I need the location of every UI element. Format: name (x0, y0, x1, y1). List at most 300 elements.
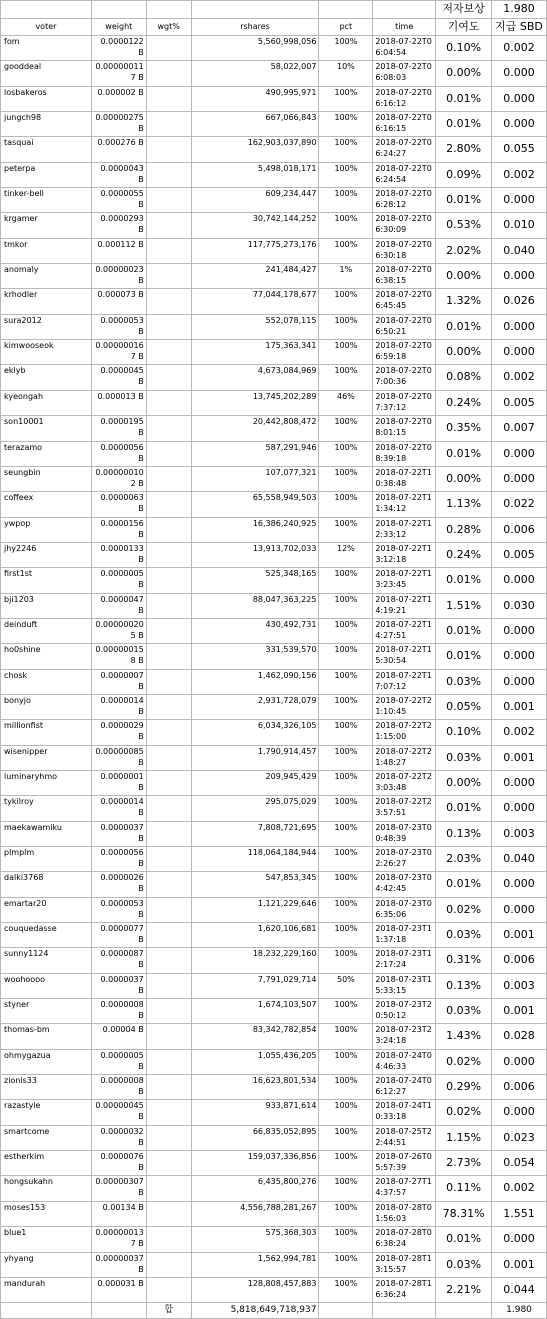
cell-weight: 0.0000026 B (91, 872, 146, 897)
cell-pct: 100% (319, 796, 373, 821)
cell-payout-sbd: 0.002 (492, 365, 547, 390)
cell-payout-sbd: 0.000 (492, 314, 547, 339)
cell-pct: 100% (319, 948, 373, 973)
cell-payout-sbd: 0.022 (492, 492, 547, 517)
cell-payout-sbd: 0.001 (492, 999, 547, 1024)
cell-wgt-pct (146, 618, 191, 643)
cell-pct: 100% (319, 162, 373, 187)
cell-rshares: 175,363,341 (191, 340, 319, 365)
cell-contribution: 0.03% (436, 669, 492, 694)
table-row (1, 1100, 547, 1125)
total-row (1, 1303, 547, 1319)
table-row (1, 669, 547, 694)
cell-contribution: 0.53% (436, 213, 492, 238)
cell-voter: tmkor (1, 238, 92, 263)
cell-time: 2018-07-23T12:17:24 (373, 948, 436, 973)
total-rshares: 5,818,649,718,937 (191, 1303, 319, 1319)
cell-pct: 100% (319, 1075, 373, 1100)
cell-weight: 0.0000076 B (91, 1151, 146, 1176)
cell-wgt-pct (146, 669, 191, 694)
table-row (1, 213, 547, 238)
cell-payout-sbd: 0.002 (492, 1176, 547, 1201)
cell-pct: 100% (319, 923, 373, 948)
cell-rshares: 162,903,037,890 (191, 137, 319, 162)
cell-weight: 0.0000037 B (91, 821, 146, 846)
cell-rshares: 16,623,801,534 (191, 1075, 319, 1100)
cell-contribution: 0.03% (436, 999, 492, 1024)
col-header-wgt-pct: wgt% (146, 19, 191, 36)
cell-weight: 0.00000010 2 B (91, 466, 146, 491)
cell-wgt-pct (146, 314, 191, 339)
table-row (1, 340, 547, 365)
cell-weight: 0.00000013 7 B (91, 1227, 146, 1252)
cell-wgt-pct (146, 999, 191, 1024)
cell-time: 2018-07-28T06:38:24 (373, 1227, 436, 1252)
empty-cell (91, 1, 146, 19)
cell-time: 2018-07-22T21:15:00 (373, 720, 436, 745)
table-row (1, 694, 547, 719)
cell-weight: 0.00000016 7 B (91, 340, 146, 365)
cell-pct: 100% (319, 112, 373, 137)
cell-wgt-pct (146, 923, 191, 948)
cell-weight: 0.0000008 B (91, 1075, 146, 1100)
cell-weight: 0.0000047 B (91, 593, 146, 618)
cell-weight: 0.0000032 B (91, 1125, 146, 1150)
cell-wgt-pct (146, 61, 191, 86)
cell-voter: millionfist (1, 720, 92, 745)
cell-voter: luminaryhmo (1, 770, 92, 795)
cell-weight: 0.0000005 B (91, 568, 146, 593)
cell-payout-sbd: 0.000 (492, 1049, 547, 1074)
cell-rshares: 4,673,084,969 (191, 365, 319, 390)
cell-weight: 0.0000122 B (91, 36, 146, 61)
cell-contribution: 0.00% (436, 770, 492, 795)
cell-pct: 100% (319, 1227, 373, 1252)
cell-payout-sbd: 0.054 (492, 1151, 547, 1176)
table-row (1, 821, 547, 846)
cell-time: 2018-07-28T13:15:57 (373, 1252, 436, 1277)
cell-payout-sbd: 0.001 (492, 923, 547, 948)
cell-contribution: 0.01% (436, 872, 492, 897)
cell-wgt-pct (146, 1075, 191, 1100)
cell-rshares: 1,790,914,457 (191, 745, 319, 770)
cell-wgt-pct (146, 1227, 191, 1252)
cell-wgt-pct (146, 289, 191, 314)
cell-time: 2018-07-22T11:34:12 (373, 492, 436, 517)
cell-contribution: 0.02% (436, 1100, 492, 1125)
cell-pct: 100% (319, 872, 373, 897)
cell-payout-sbd: 0.000 (492, 618, 547, 643)
cell-weight: 0.00000275 B (91, 112, 146, 137)
table-row (1, 1024, 547, 1049)
cell-voter: first1st (1, 568, 92, 593)
cell-contribution: 0.13% (436, 821, 492, 846)
cell-wgt-pct (146, 1201, 191, 1226)
cell-pct: 100% (319, 213, 373, 238)
cell-wgt-pct (146, 213, 191, 238)
cell-payout-sbd: 0.030 (492, 593, 547, 618)
cell-time: 2018-07-24T06:12:27 (373, 1075, 436, 1100)
cell-contribution: 0.01% (436, 441, 492, 466)
cell-weight: 0.0000001 B (91, 770, 146, 795)
cell-time: 2018-07-24T04:46:33 (373, 1049, 436, 1074)
cell-wgt-pct (146, 264, 191, 289)
cell-rshares: 933,871,614 (191, 1100, 319, 1125)
cell-voter: mandurah (1, 1277, 92, 1302)
cell-weight: 0.00004 B (91, 1024, 146, 1049)
cell-time: 2018-07-22T06:50:21 (373, 314, 436, 339)
cell-rshares: 209,945,429 (191, 770, 319, 795)
cell-wgt-pct (146, 847, 191, 872)
cell-time: 2018-07-27T14:37:57 (373, 1176, 436, 1201)
cell-payout-sbd: 0.000 (492, 112, 547, 137)
table-row (1, 897, 547, 922)
cell-rshares: 117,775,273,176 (191, 238, 319, 263)
cell-wgt-pct (146, 568, 191, 593)
cell-pct: 100% (319, 1201, 373, 1226)
cell-wgt-pct (146, 1176, 191, 1201)
empty-cell (191, 1, 319, 19)
cell-payout-sbd: 0.000 (492, 188, 547, 213)
cell-voter: krgamer (1, 213, 92, 238)
cell-weight: 0.00000307 B (91, 1176, 146, 1201)
cell-payout-sbd: 0.000 (492, 568, 547, 593)
table-row (1, 36, 547, 61)
cell-contribution: 0.00% (436, 466, 492, 491)
cell-contribution: 0.29% (436, 1075, 492, 1100)
table-row (1, 973, 547, 998)
cell-rshares: 1,674,103,507 (191, 999, 319, 1024)
table-row (1, 264, 547, 289)
cell-pct: 100% (319, 314, 373, 339)
col-header-payout-sbd: 지급 SBD (492, 19, 547, 36)
cell-payout-sbd: 0.000 (492, 897, 547, 922)
cell-payout-sbd: 0.000 (492, 669, 547, 694)
cell-weight: 0.00000015 8 B (91, 644, 146, 669)
cell-contribution: 0.24% (436, 542, 492, 567)
cell-pct: 100% (319, 137, 373, 162)
cell-voter: sura2012 (1, 314, 92, 339)
cell-time: 2018-07-22T21:48:27 (373, 745, 436, 770)
cell-voter: moses153 (1, 1201, 92, 1226)
cell-contribution: 0.00% (436, 61, 492, 86)
cell-rshares: 58,022,007 (191, 61, 319, 86)
table-row (1, 618, 547, 643)
cell-contribution: 0.02% (436, 1049, 492, 1074)
cell-pct: 1% (319, 264, 373, 289)
cell-pct: 100% (319, 517, 373, 542)
table-row (1, 999, 547, 1024)
cell-time: 2018-07-22T06:24:54 (373, 162, 436, 187)
cell-voter: kimwooseok (1, 340, 92, 365)
cell-voter: yhyang (1, 1252, 92, 1277)
cell-contribution: 0.01% (436, 618, 492, 643)
cell-pct: 100% (319, 618, 373, 643)
cell-payout-sbd: 0.000 (492, 770, 547, 795)
cell-pct: 100% (319, 1151, 373, 1176)
cell-contribution: 0.09% (436, 162, 492, 187)
cell-rshares: 490,995,971 (191, 86, 319, 111)
cell-voter: woohoooo (1, 973, 92, 998)
cell-time: 2018-07-23T02:26:27 (373, 847, 436, 872)
cell-wgt-pct (146, 137, 191, 162)
cell-rshares: 575,368,303 (191, 1227, 319, 1252)
cell-contribution: 0.08% (436, 365, 492, 390)
col-header-time: time (373, 19, 436, 36)
col-header-weight: weight (91, 19, 146, 36)
cell-pct: 100% (319, 365, 373, 390)
cell-weight: 0.000002 B (91, 86, 146, 111)
cell-payout-sbd: 0.007 (492, 416, 547, 441)
cell-rshares: 552,078,115 (191, 314, 319, 339)
cell-wgt-pct (146, 770, 191, 795)
cell-payout-sbd: 0.000 (492, 796, 547, 821)
cell-wgt-pct (146, 694, 191, 719)
cell-time: 2018-07-23T23:24:18 (373, 1024, 436, 1049)
cell-contribution: 0.13% (436, 973, 492, 998)
cell-rshares: 2,931,728,079 (191, 694, 319, 719)
cell-contribution: 0.01% (436, 568, 492, 593)
cell-rshares: 5,498,018,171 (191, 162, 319, 187)
cell-contribution: 0.01% (436, 1227, 492, 1252)
cell-time: 2018-07-22T21:10:45 (373, 694, 436, 719)
empty-cell (373, 1303, 436, 1319)
cell-contribution: 78.31% (436, 1201, 492, 1226)
cell-weight: 0.0000055 B (91, 188, 146, 213)
total-label: 합 (146, 1303, 191, 1319)
cell-payout-sbd: 0.044 (492, 1277, 547, 1302)
cell-pct: 100% (319, 441, 373, 466)
cell-payout-sbd: 0.001 (492, 694, 547, 719)
cell-payout-sbd: 0.001 (492, 745, 547, 770)
cell-rshares: 4,556,788,281,267 (191, 1201, 319, 1226)
cell-rshares: 13,745,202,289 (191, 390, 319, 415)
cell-voter: jhy2246 (1, 542, 92, 567)
cell-weight: 0.0000087 B (91, 948, 146, 973)
cell-pct: 100% (319, 36, 373, 61)
cell-pct: 10% (319, 61, 373, 86)
cell-contribution: 1.43% (436, 1024, 492, 1049)
cell-contribution: 0.02% (436, 897, 492, 922)
cell-time: 2018-07-23T00:48:39 (373, 821, 436, 846)
cell-pct: 100% (319, 492, 373, 517)
cell-wgt-pct (146, 390, 191, 415)
cell-rshares: 88,047,363,225 (191, 593, 319, 618)
table-row (1, 162, 547, 187)
table-row (1, 1176, 547, 1201)
cell-time: 2018-07-22T06:59:18 (373, 340, 436, 365)
table-row (1, 720, 547, 745)
cell-payout-sbd: 0.000 (492, 1227, 547, 1252)
cell-wgt-pct (146, 517, 191, 542)
empty-cell (1, 1, 92, 19)
cell-time: 2018-07-22T13:12:18 (373, 542, 436, 567)
table-row (1, 542, 547, 567)
summary-row (1, 1, 547, 19)
cell-weight: 0.0000029 B (91, 720, 146, 745)
cell-payout-sbd: 0.040 (492, 847, 547, 872)
cell-voter: tinker-bell (1, 188, 92, 213)
cell-time: 2018-07-23T20:50:12 (373, 999, 436, 1024)
col-header-pct: pct (319, 19, 373, 36)
cell-time: 2018-07-22T06:16:12 (373, 86, 436, 111)
table-row (1, 517, 547, 542)
cell-rshares: 1,462,090,156 (191, 669, 319, 694)
cell-pct: 100% (319, 694, 373, 719)
table-row (1, 441, 547, 466)
cell-voter: couquedasse (1, 923, 92, 948)
cell-time: 2018-07-22T06:24:27 (373, 137, 436, 162)
cell-voter: sunny1124 (1, 948, 92, 973)
cell-voter: fom (1, 36, 92, 61)
cell-contribution: 0.03% (436, 745, 492, 770)
cell-time: 2018-07-24T10:33:18 (373, 1100, 436, 1125)
cell-payout-sbd: 0.055 (492, 137, 547, 162)
table-row (1, 1277, 547, 1302)
cell-pct: 100% (319, 568, 373, 593)
cell-voter: zionis33 (1, 1075, 92, 1100)
cell-weight: 0.00000037 B (91, 1252, 146, 1277)
cell-wgt-pct (146, 238, 191, 263)
cell-voter: tasquai (1, 137, 92, 162)
cell-voter: plmplm (1, 847, 92, 872)
cell-payout-sbd: 0.000 (492, 644, 547, 669)
cell-voter: ywpop (1, 517, 92, 542)
cell-pct: 100% (319, 999, 373, 1024)
table-row (1, 847, 547, 872)
empty-cell (319, 1, 373, 19)
cell-pct: 46% (319, 390, 373, 415)
cell-contribution: 0.24% (436, 390, 492, 415)
table-row (1, 770, 547, 795)
cell-wgt-pct (146, 897, 191, 922)
cell-voter: terazamo (1, 441, 92, 466)
cell-voter: emartar20 (1, 897, 92, 922)
cell-voter: blue1 (1, 1227, 92, 1252)
cell-voter: dalki3768 (1, 872, 92, 897)
cell-contribution: 2.80% (436, 137, 492, 162)
table-row (1, 137, 547, 162)
table-row (1, 1049, 547, 1074)
cell-payout-sbd: 0.000 (492, 872, 547, 897)
cell-rshares: 295,075,029 (191, 796, 319, 821)
cell-voter: kyeongah (1, 390, 92, 415)
cell-pct: 100% (319, 1252, 373, 1277)
cell-wgt-pct (146, 1049, 191, 1074)
cell-weight: 0.0000053 B (91, 897, 146, 922)
cell-time: 2018-07-26T05:57:39 (373, 1151, 436, 1176)
cell-payout-sbd: 0.003 (492, 821, 547, 846)
cell-weight: 0.00000085 B (91, 745, 146, 770)
cell-rshares: 107,077,321 (191, 466, 319, 491)
cell-contribution: 0.10% (436, 36, 492, 61)
table-row (1, 1075, 547, 1100)
table-row (1, 314, 547, 339)
cell-payout-sbd: 0.000 (492, 340, 547, 365)
cell-time: 2018-07-22T06:38:15 (373, 264, 436, 289)
cell-rshares: 83,342,782,854 (191, 1024, 319, 1049)
cell-time: 2018-07-22T14:19:21 (373, 593, 436, 618)
cell-time: 2018-07-22T06:45:45 (373, 289, 436, 314)
cell-voter: losbakeros (1, 86, 92, 111)
cell-payout-sbd: 1.551 (492, 1201, 547, 1226)
cell-contribution: 1.13% (436, 492, 492, 517)
col-header-voter: voter (1, 19, 92, 36)
cell-rshares: 128,808,457,883 (191, 1277, 319, 1302)
cell-voter: ohmygazua (1, 1049, 92, 1074)
cell-payout-sbd: 0.002 (492, 720, 547, 745)
table-row (1, 238, 547, 263)
cell-rshares: 30,742,144,252 (191, 213, 319, 238)
cell-pct: 100% (319, 745, 373, 770)
header-row (1, 19, 547, 36)
cell-pct: 100% (319, 416, 373, 441)
cell-rshares: 547,853,345 (191, 872, 319, 897)
table-row (1, 466, 547, 491)
cell-rshares: 609,234,447 (191, 188, 319, 213)
cell-voter: bji1203 (1, 593, 92, 618)
cell-voter: smartcome (1, 1125, 92, 1150)
cell-weight: 0.0000133 B (91, 542, 146, 567)
cell-rshares: 1,620,106,681 (191, 923, 319, 948)
cell-rshares: 65,558,949,503 (191, 492, 319, 517)
cell-pct: 100% (319, 1176, 373, 1201)
cell-wgt-pct (146, 1024, 191, 1049)
cell-rshares: 20,442,808,472 (191, 416, 319, 441)
cell-pct: 100% (319, 340, 373, 365)
empty-cell (319, 1303, 373, 1319)
cell-voter: eklyb (1, 365, 92, 390)
cell-contribution: 0.01% (436, 188, 492, 213)
cell-time: 2018-07-22T06:08:03 (373, 61, 436, 86)
table-row (1, 644, 547, 669)
cell-rshares: 6,435,800,276 (191, 1176, 319, 1201)
cell-contribution: 0.10% (436, 720, 492, 745)
cell-pct: 100% (319, 188, 373, 213)
cell-wgt-pct (146, 973, 191, 998)
cell-payout-sbd: 0.003 (492, 973, 547, 998)
cell-wgt-pct (146, 36, 191, 61)
cell-pct: 100% (319, 770, 373, 795)
cell-weight: 0.0000037 B (91, 973, 146, 998)
cell-pct: 100% (319, 86, 373, 111)
cell-wgt-pct (146, 365, 191, 390)
cell-payout-sbd: 0.006 (492, 517, 547, 542)
cell-contribution: 2.73% (436, 1151, 492, 1176)
cell-contribution: 0.01% (436, 112, 492, 137)
cell-contribution: 0.11% (436, 1176, 492, 1201)
cell-wgt-pct (146, 1277, 191, 1302)
cell-payout-sbd: 0.000 (492, 466, 547, 491)
cell-weight: 0.0000007 B (91, 669, 146, 694)
cell-wgt-pct (146, 466, 191, 491)
table-row (1, 492, 547, 517)
cell-pct: 100% (319, 238, 373, 263)
cell-time: 2018-07-22T08:01:15 (373, 416, 436, 441)
cell-contribution: 0.03% (436, 923, 492, 948)
cell-weight: 0.0000063 B (91, 492, 146, 517)
cell-contribution: 0.01% (436, 86, 492, 111)
cell-voter: deinduft (1, 618, 92, 643)
cell-voter: peterpa (1, 162, 92, 187)
cell-contribution: 1.32% (436, 289, 492, 314)
cell-pct: 100% (319, 1049, 373, 1074)
cell-payout-sbd: 0.005 (492, 542, 547, 567)
table-row (1, 872, 547, 897)
cell-wgt-pct (146, 441, 191, 466)
cell-voter: krhodler (1, 289, 92, 314)
cell-wgt-pct (146, 948, 191, 973)
